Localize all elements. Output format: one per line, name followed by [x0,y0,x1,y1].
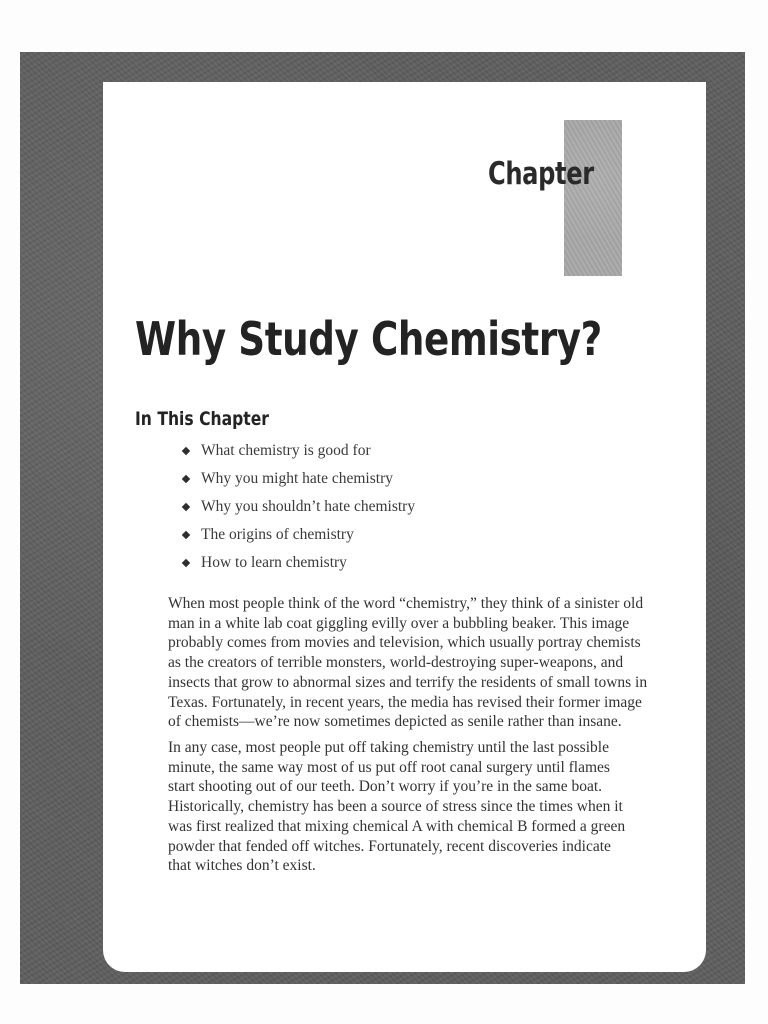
list-item-text: The origins of chemistry [201,526,354,543]
list-item [183,524,415,552]
diamond-bullet-icon [182,559,190,567]
chapter-topics-list [183,440,415,580]
chapter-label: Chapter [488,156,594,192]
text-line: In any case, most people put off taking chemistry until the last possible [168,739,609,756]
list-item [183,552,415,580]
diamond-bullet-icon [182,503,190,511]
list-item [183,468,415,496]
diamond-bullet-icon [182,475,190,483]
list-item-text: Why you shouldn’t hate chemistry [201,498,416,515]
text-line: of chemists—we’re now sometimes depicted as senile rather than insane. [168,713,622,731]
body-paragraph-1 [168,594,648,732]
section-heading: In This Chapter [135,408,269,430]
diamond-bullet-icon [182,447,190,455]
text-line: powder that fended off witches. Fortunately, recent discoveries indicate [168,837,611,855]
text-line: as the creators of terrible monsters, world-destroying super-weapons, and [168,654,624,672]
text-line: Historically, chemistry has been a source of stress since the times when it [168,798,623,816]
text-line: insects that grow to abnormal sizes and terrify the residents of small towns in [168,673,648,691]
list-item [183,496,415,524]
text-line: When most people think of the word “chemistry,” they think of a sinister old [168,595,644,612]
text-line: that witches don’t exist. [168,857,316,875]
list-item-text: Why you might hate chemistry [201,470,393,487]
text-line: start shooting out of our teeth. Don’t worry if you’re in the same boat. [168,778,603,796]
text-line: probably comes from movies and television, which usually portray chemists [168,634,641,652]
body-paragraph-2 [168,738,634,876]
list-item-text: How to learn chemistry [201,554,347,571]
chapter-number-block [564,120,622,276]
text-line: minute, the same way most of us put off root canal surgery until flames [168,758,610,776]
list-item-text: What chemistry is good for [201,442,371,459]
text-line: was first realized that mixing chemical A with chemical B formed a green [168,817,626,835]
text-line: man in a white lab coat giggling evilly over a bubbling beaker. This image [168,614,630,632]
text-line: Texas. Fortunately, in recent years, the media has revised their former image [168,693,642,711]
diamond-bullet-icon [182,531,190,539]
chapter-title: Why Study Chemistry? [135,312,602,366]
list-item [183,440,415,468]
